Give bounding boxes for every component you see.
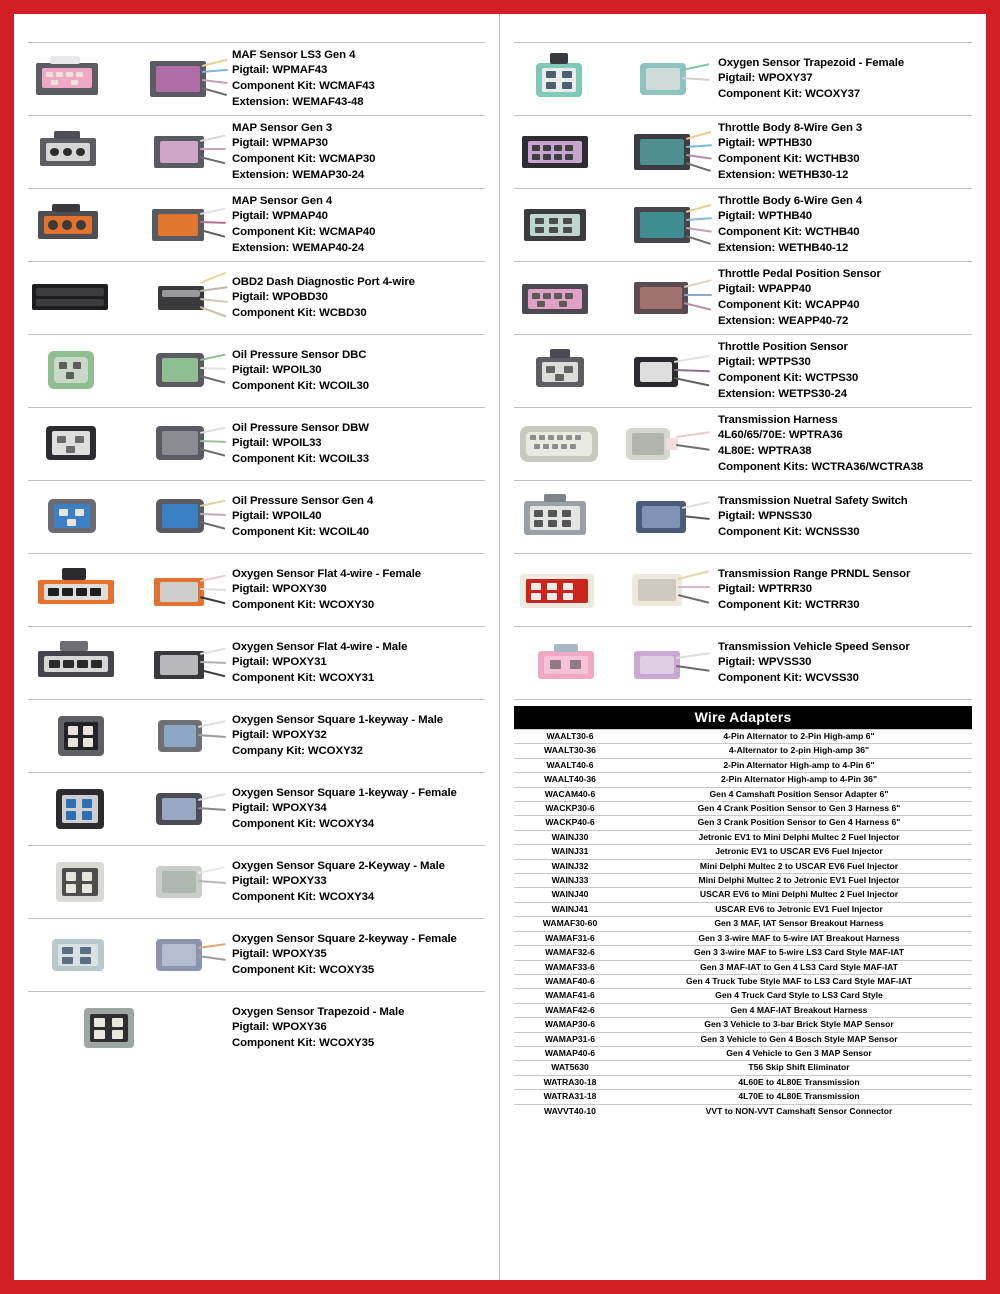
item-text [714,267,972,329]
table-row [514,931,972,945]
list-item [28,481,485,554]
connector-illustration [28,193,228,257]
table-row [514,845,972,859]
connector-illustration [28,850,228,914]
item-name: Oxygen Sensor Square 1-keyway - Female [232,786,457,799]
list-item [514,262,972,335]
list-item [28,116,485,189]
item-text [714,194,972,256]
connector-illustration [28,704,228,768]
adapter-desc: Mini Delphi Multec 2 to USCAR EV6 Fuel Injector [626,859,972,873]
item-name: Throttle Position Sensor [718,340,848,353]
adapter-sku: WAMAF30-60 [514,917,626,931]
table-row [514,744,972,758]
connector-illustration [514,339,714,403]
table-row [514,1075,972,1089]
table-row [514,989,972,1003]
connector-illustration [514,120,714,184]
item-kit: Component Kit: WCMAP40 [232,226,376,238]
table-row [514,874,972,888]
right-column [500,14,986,1280]
table-row [514,787,972,801]
item-name: Transmission Vehicle Speed Sensor [718,640,910,653]
connector-illustration [514,558,714,622]
adapter-desc: Jetronic EV1 to Mini Delphi Multec 2 Fuel Injector [626,830,972,844]
wire-adapters-table [514,729,972,1118]
list-item [514,42,972,116]
connector-illustration [28,923,228,987]
item-kit: Component Kit: WCTPS30 [718,372,859,384]
item-pigtail: Pigtail: WPTHB30 [718,137,812,150]
item-text [228,786,485,833]
adapter-sku: WAMAF33-6 [514,960,626,974]
catalog-page [14,14,986,1280]
adapter-sku: WAINJ31 [514,845,626,859]
item-kit: Component Kit: WCNSS30 [718,525,860,538]
item-pigtail: Pigtail: WPOXY34 [232,802,327,815]
item-pigtail: Pigtail: WPTHB40 [718,210,812,223]
item-pigtail: Pigtail: WPOXY36 [232,1021,327,1034]
item-pigtail: Pigtail: WPOXY32 [232,729,327,742]
adapter-desc: VVT to NON-VVT Camshaft Sensor Connector [626,1104,972,1118]
table-row [514,1046,972,1060]
list-item [28,846,485,919]
list-item [514,627,972,700]
table-row [514,888,972,902]
item-text [714,56,972,103]
adapter-sku: WAMAF41-6 [514,989,626,1003]
item-text [228,494,485,541]
adapter-sku: WACKP30-6 [514,802,626,816]
adapter-sku: WAMAF42-6 [514,1003,626,1017]
item-name: Oxygen Sensor Square 1-keyway - Male [232,713,444,726]
adapter-sku: WAINJ41 [514,902,626,916]
adapter-sku: WACKP40-6 [514,816,626,830]
item-name: Throttle Pedal Position Sensor [718,267,881,280]
item-kit: Component Kit: WCOXY37 [718,87,861,100]
item-extra: Extension: WEAPP40-72 [718,314,849,327]
adapter-desc: USCAR EV6 to Mini Delphi Multec 2 Fuel Injector [626,888,972,902]
adapter-sku: WAALT40-6 [514,758,626,772]
item-kit: Component Kit: WCOXY30 [232,598,375,611]
adapter-desc: 2-Pin Alternator High-amp to 4-Pin 6" [626,758,972,772]
list-item [28,773,485,846]
adapter-sku: WAINJ32 [514,859,626,873]
list-item [28,408,485,481]
item-extra: Extension: WEMAP30-24 [232,168,365,181]
item-name: MAP Sensor Gen 3 [232,121,333,134]
item-pigtail: Pigtail: WPTRR30 [718,583,812,596]
item-text [714,494,972,541]
item-pigtail: Pigtail: WPOBD30 [232,291,328,304]
item-pigtail: Pigtail: WPOXY31 [232,656,327,669]
item-kit: Component Kit: WCOXY31 [232,671,375,684]
item-name: Transmission Nuetral Safety Switch [718,494,908,507]
adapter-desc: Gen 3 3-wire MAF to 5-wire LS3 Card Style MAF-IAT [626,946,972,960]
table-row [514,758,972,772]
item-kit: Component Kit: WCMAF43 [232,80,375,92]
item-pigtail: Pigtail: WPOXY33 [232,875,327,888]
item-name: Oil Pressure Sensor Gen 4 [232,494,374,507]
item-kit: Component Kit: WCTRR30 [718,598,860,611]
item-kit: Component Kit: WCVSS30 [718,671,859,684]
item-name: Oxygen Sensor Flat 4-wire - Male [232,640,408,653]
wire-adapters-title: Wire Adapters [514,706,972,729]
adapter-sku: WAMAP40-6 [514,1046,626,1060]
connector-illustration [28,631,228,695]
item-extra: Component Kits: WCTRA36/WCTRA38 [718,460,924,473]
item-text [228,275,485,322]
table-row [514,1003,972,1017]
item-text [714,567,972,614]
adapter-desc: 4L70E to 4L80E Transmission [626,1090,972,1104]
table-row [514,816,972,830]
adapter-sku: WAALT30-6 [514,730,626,744]
item-name: Throttle Body 8-Wire Gen 3 [718,121,863,134]
item-pigtail: Pigtail: WPNSS30 [718,510,812,523]
item-kit: Component Kit: WCMAP30 [232,153,376,165]
table-row [514,859,972,873]
adapter-desc: Gen 3 Vehicle to Gen 4 Bosch Style MAP Sensor [626,1032,972,1046]
item-pigtail: Pigtail: WPOIL40 [232,510,322,523]
item-name: Transmission Harness [718,413,838,426]
item-kit: Component Kit: WCOIL30 [232,379,370,392]
connector-illustration [28,412,228,476]
adapter-desc: 4L60E to 4L80E Transmission [626,1075,972,1089]
table-row [514,902,972,916]
item-name: OBD2 Dash Diagnostic Port 4-wire [232,275,415,288]
item-kit: Component Kit: WCOXY35 [232,1036,375,1049]
item-pigtail: Pigtail: WPVSS30 [718,656,812,669]
table-row [514,1104,972,1118]
adapter-desc: 4-Pin Alternator to 2-Pin High-amp 6" [626,730,972,744]
list-item [28,335,485,408]
connector-illustration [28,777,228,841]
adapter-desc: Gen 3 Crank Position Sensor to Gen 4 Harness 6" [626,816,972,830]
adapter-desc: Gen 4 Truck Tube Style MAF to LS3 Card Style MAF-IAT [626,974,972,988]
item-kit: Component Kit: WCOXY34 [232,817,375,830]
adapter-sku: WAVVT40-10 [514,1104,626,1118]
item-pigtail: Pigtail: WPAPP40 [718,283,812,296]
item-name: Transmission Range PRNDL Sensor [718,567,911,580]
table-row [514,1090,972,1104]
adapter-sku: WAMAF40-6 [514,974,626,988]
connector-illustration [28,339,228,403]
item-text [714,413,972,475]
catalog-columns [14,14,986,1280]
item-text [228,932,485,979]
list-item [514,116,972,189]
item-text [714,121,972,183]
adapter-desc: Gen 4 MAF-IAT Breakout Harness [626,1003,972,1017]
item-pigtail: Pigtail: WPMAP40 [232,210,328,223]
connector-illustration [28,558,228,622]
item-extra: Extension: WETPS30-24 [718,387,847,400]
item-name: Oil Pressure Sensor DBC [232,348,367,361]
connector-illustration [514,47,714,111]
item-extra: Extension: WEMAF43-48 [232,95,364,108]
item-name: Oxygen Sensor Trapezoid - Male [232,1005,405,1018]
list-item [28,627,485,700]
item-name: Oil Pressure Sensor DBW [232,421,369,434]
item-extra: Extension: WETHB40-12 [718,241,849,254]
adapter-desc: 2-Pin Alternator High-amp to 4-Pin 36" [626,773,972,787]
list-item [28,992,485,1064]
list-item [514,481,972,554]
item-kit: Component Kit: WCTHB40 [718,226,860,238]
table-row [514,730,972,744]
adapter-sku: WACAM40-6 [514,787,626,801]
item-pigtail: Pigtail: WPOXY37 [718,72,813,85]
adapter-sku: WAINJ40 [514,888,626,902]
item-name: Throttle Body 6-Wire Gen 4 [718,194,863,207]
adapter-desc: Gen 4 Vehicle to Gen 3 MAP Sensor [626,1046,972,1060]
connector-illustration [514,193,714,257]
adapter-sku: WATRA30-18 [514,1075,626,1089]
connector-illustration [28,47,228,111]
item-name: MAF Sensor LS3 Gen 4 [232,48,356,61]
list-item [28,262,485,335]
adapter-desc: Gen 3 Vehicle to 3-bar Brick Style MAP Sensor [626,1018,972,1032]
item-pigtail: Pigtail: WPTPS30 [718,356,811,369]
table-row [514,960,972,974]
adapter-sku: WAALT40-36 [514,773,626,787]
item-text [228,194,485,256]
item-name: Oxygen Sensor Square 2-Keyway - Male [232,859,445,872]
adapter-desc: Gen 3 MAF-IAT to Gen 4 LS3 Card Style MAF-IAT [626,960,972,974]
item-text [228,1005,485,1052]
adapter-sku: WAMAF32-6 [514,946,626,960]
adapter-desc: Gen 4 Crank Position Sensor to Gen 3 Harness 6" [626,802,972,816]
adapter-desc: Mini Delphi Multec 2 to Jetronic EV1 Fuel Injector [626,874,972,888]
adapter-desc: Gen 3 MAF, IAT Sensor Breakout Harness [626,917,972,931]
connector-illustration [28,485,228,549]
list-item [28,919,485,992]
table-row [514,773,972,787]
item-kit: Component Kit: WCOXY35 [232,963,375,976]
table-row [514,917,972,931]
adapter-sku: WAT5630 [514,1061,626,1075]
item-kit: Company Kit: WCOXY32 [232,744,363,757]
item-kit: Component Kit: WCAPP40 [718,299,860,311]
item-text [228,48,485,110]
item-pigtail: Pigtail: WPOIL33 [232,437,322,450]
item-text [228,567,485,614]
item-kit: Component Kit: WCOXY34 [232,890,375,903]
adapter-desc: Gen 4 Truck Card Style to LS3 Card Style [626,989,972,1003]
list-item [28,189,485,262]
adapter-sku: WAALT30-36 [514,744,626,758]
connector-illustration [28,996,228,1060]
table-row [514,830,972,844]
item-pigtail: 4L60/65/70E: WPTRA36 [718,429,843,442]
adapter-desc: Gen 3 3-wire MAF to 5-wire IAT Breakout Harness [626,931,972,945]
connector-illustration [28,120,228,184]
item-extra: Extension: WETHB30-12 [718,168,849,181]
adapter-desc: Gen 4 Camshaft Position Sensor Adapter 6" [626,787,972,801]
adapter-sku: WAMAP30-6 [514,1018,626,1032]
list-item [514,335,972,408]
item-text [228,121,485,183]
adapter-desc: T56 Skip Shift Eliminator [626,1061,972,1075]
table-row [514,802,972,816]
item-kit: Component Kit: WCOIL40 [232,525,370,538]
adapter-sku: WAMAP31-6 [514,1032,626,1046]
item-kit: Component Kit: WCOIL33 [232,452,370,465]
connector-illustration [514,631,714,695]
item-name: Oxygen Sensor Flat 4-wire - Female [232,567,422,580]
connector-illustration [514,266,714,330]
item-text [714,640,972,687]
list-item [514,554,972,627]
table-row [514,974,972,988]
item-pigtail: Pigtail: WPOIL30 [232,364,322,377]
item-text [228,348,485,395]
adapter-sku: WAINJ33 [514,874,626,888]
item-name: Oxygen Sensor Trapezoid - Female [718,56,905,69]
item-extra: Extension: WEMAP40-24 [232,241,365,254]
table-row [514,1032,972,1046]
adapter-sku: WAINJ30 [514,830,626,844]
item-kit: Component Kit: WCBD30 [232,306,367,319]
adapter-desc: Jetronic EV1 to USCAR EV6 Fuel Injector [626,845,972,859]
list-item [514,408,972,481]
list-item [28,700,485,773]
adapter-desc: 4-Alternator to 2-pin High-amp 36" [626,744,972,758]
table-row [514,1018,972,1032]
connector-illustration [514,412,714,476]
table-row [514,946,972,960]
list-item [28,42,485,116]
item-name: MAP Sensor Gen 4 [232,194,333,207]
item-pigtail: Pigtail: WPMAF43 [232,64,328,77]
item-text [228,421,485,468]
adapter-sku: WAMAF31-6 [514,931,626,945]
item-name: Oxygen Sensor Square 2-keyway - Female [232,932,457,945]
item-text [714,340,972,402]
table-row [514,1061,972,1075]
item-pigtail: Pigtail: WPMAP30 [232,137,328,150]
item-pigtail: Pigtail: WPOXY35 [232,948,327,961]
item-text [228,859,485,906]
connector-illustration [514,485,714,549]
item-kit: 4L80E: WPTRA38 [718,445,812,457]
list-item [514,189,972,262]
item-text [228,713,485,760]
item-pigtail: Pigtail: WPOXY30 [232,583,327,596]
adapter-sku: WATRA31-18 [514,1090,626,1104]
left-column [14,14,500,1280]
adapter-desc: USCAR EV6 to Jetronic EV1 Fuel Injector [626,902,972,916]
connector-illustration [28,266,228,330]
item-text [228,640,485,687]
item-kit: Component Kit: WCTHB30 [718,153,860,165]
list-item [28,554,485,627]
